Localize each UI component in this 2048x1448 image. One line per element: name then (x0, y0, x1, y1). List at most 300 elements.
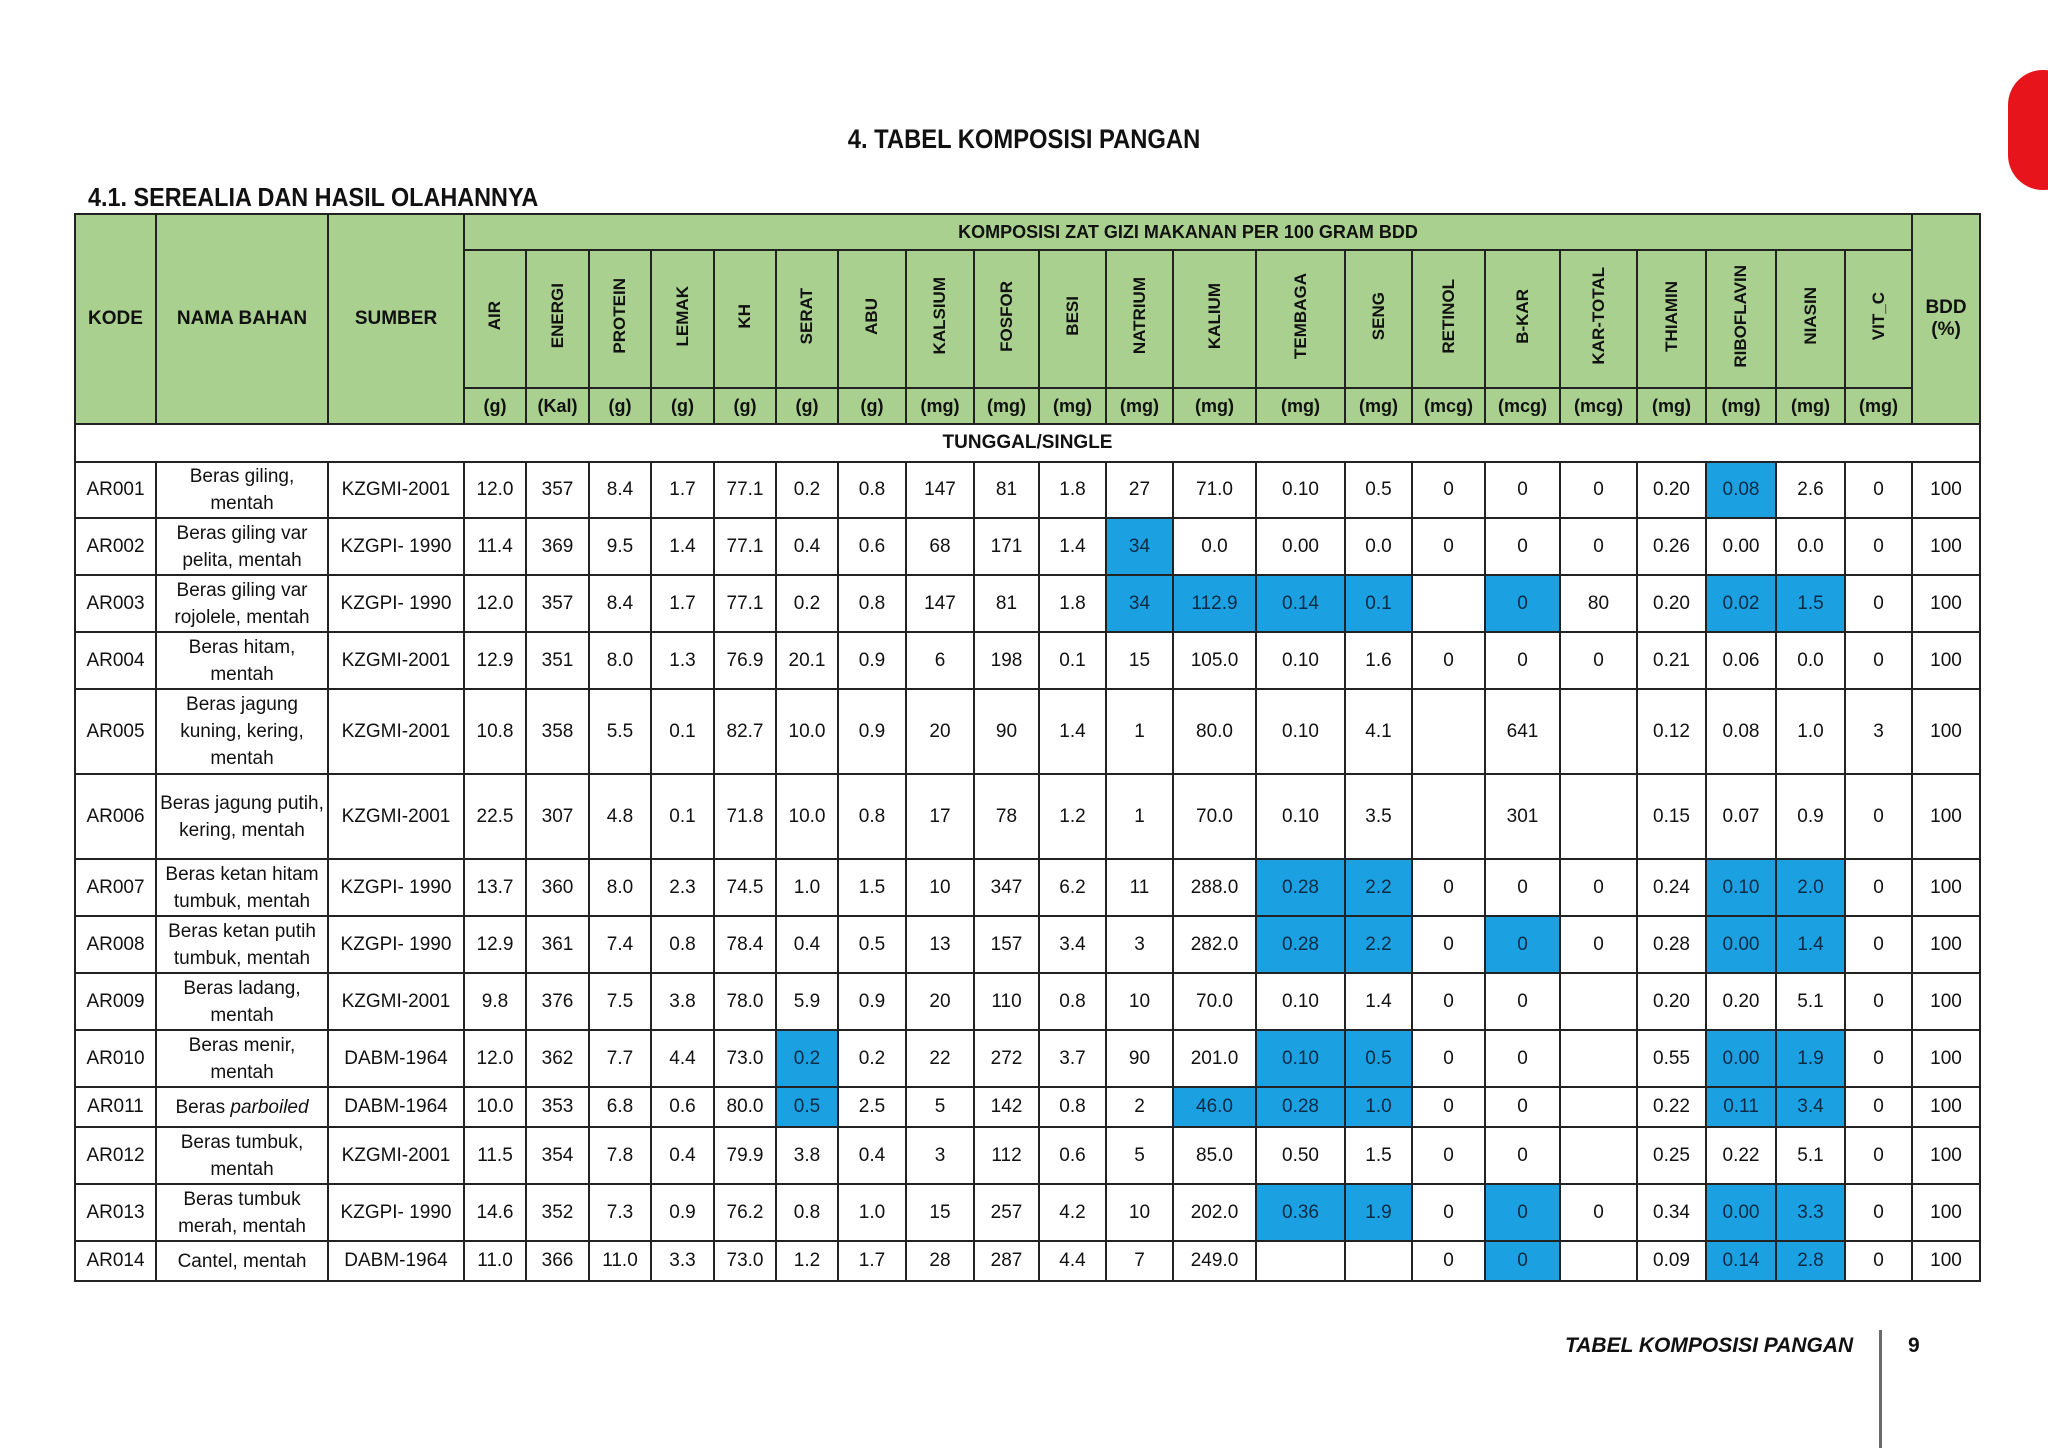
header-unit: (mg) (906, 388, 974, 424)
header-group: KOMPOSISI ZAT GIZI MAKANAN PER 100 GRAM BDD (464, 214, 1912, 250)
cell-tembaga: 0.50 (1256, 1127, 1345, 1184)
nutrient-label: PROTEIN (610, 278, 629, 354)
cell-air: 10.8 (464, 689, 526, 774)
cell-kode: AR009 (75, 973, 156, 1030)
cell-tembaga: 0.00 (1256, 518, 1345, 575)
cell-tembaga: 0.10 (1256, 973, 1345, 1030)
cell-lemak: 0.1 (651, 689, 714, 774)
header-unit: (mg) (1173, 388, 1256, 424)
cell-tembaga: 0.14 (1256, 575, 1345, 632)
cell-tembaga: 0.10 (1256, 462, 1345, 518)
cell-b-kar: 0 (1485, 1241, 1560, 1281)
cell-b-kar: 301 (1485, 774, 1560, 859)
cell-thiamin: 0.20 (1637, 575, 1706, 632)
nutrient-label: VIT_C (1868, 291, 1888, 341)
cell-retinol: 0 (1412, 1127, 1485, 1184)
cell-fosfor: 272 (974, 1030, 1039, 1087)
cell-kalsium: 68 (906, 518, 974, 575)
header-nutrient-vit-c (1845, 250, 1912, 388)
header-unit: (mcg) (1412, 388, 1485, 424)
cell-nama-bahan: Beras giling var pelita, mentah (156, 518, 328, 575)
cell-riboflavin: 0.08 (1706, 689, 1776, 774)
cell-kode: AR006 (75, 774, 156, 859)
cell-kalium: 80.0 (1173, 689, 1256, 774)
cell-energi: 307 (526, 774, 589, 859)
cell-nama-bahan: Beras hitam, mentah (156, 632, 328, 689)
cell-seng: 0.5 (1345, 462, 1412, 518)
cell-kalium: 202.0 (1173, 1184, 1256, 1241)
cell-abu: 1.5 (838, 859, 906, 916)
cell-sumber: KZGPI- 1990 (328, 1184, 464, 1241)
cell-besi: 3.4 (1039, 916, 1106, 973)
cell-bdd: 100 (1912, 462, 1980, 518)
cell-serat: 10.0 (776, 774, 838, 859)
cell-niasin: 1.4 (1776, 916, 1845, 973)
cell-protein: 5.5 (589, 689, 651, 774)
cell-kode: AR012 (75, 1127, 156, 1184)
cell-fosfor: 257 (974, 1184, 1039, 1241)
header-unit: (g) (838, 388, 906, 424)
cell-thiamin: 0.20 (1637, 462, 1706, 518)
header-unit: (mg) (1256, 388, 1345, 424)
cell-nama-bahan (156, 1087, 328, 1127)
cell-kh: 73.0 (714, 1241, 776, 1281)
cell-sumber: KZGMI-2001 (328, 973, 464, 1030)
cell-bdd: 100 (1912, 1127, 1980, 1184)
cell-seng: 1.4 (1345, 973, 1412, 1030)
cell-kalium: 46.0 (1173, 1087, 1256, 1127)
cell-kode: AR013 (75, 1184, 156, 1241)
cell-riboflavin: 0.20 (1706, 973, 1776, 1030)
cell-kar-total: 0 (1560, 632, 1637, 689)
cell-kalsium: 17 (906, 774, 974, 859)
cell-protein: 8.4 (589, 575, 651, 632)
cell-air: 14.6 (464, 1184, 526, 1241)
cell-vit-c: 0 (1845, 462, 1912, 518)
footer-title: TABEL KOMPOSISI PANGAN (1565, 1334, 1854, 1357)
cell-lemak: 0.8 (651, 916, 714, 973)
cell-b-kar: 0 (1485, 859, 1560, 916)
table-row (75, 973, 1980, 1030)
cell-niasin: 1.5 (1776, 575, 1845, 632)
cell-vit-c: 0 (1845, 1241, 1912, 1281)
cell-lemak: 4.4 (651, 1030, 714, 1087)
header-nutrient-energi (526, 250, 589, 388)
cell-retinol (1412, 689, 1485, 774)
header-nutrient-kalium (1173, 250, 1256, 388)
cell-vit-c: 0 (1845, 859, 1912, 916)
cell-air: 10.0 (464, 1087, 526, 1127)
cell-fosfor: 157 (974, 916, 1039, 973)
cell-kh: 76.9 (714, 632, 776, 689)
header-nutrient-retinol (1412, 250, 1485, 388)
cell-b-kar: 0 (1485, 1184, 1560, 1241)
header-unit: (mg) (1845, 388, 1912, 424)
cell-vit-c: 0 (1845, 973, 1912, 1030)
cell-sumber: KZGMI-2001 (328, 462, 464, 518)
header-unit: (mg) (974, 388, 1039, 424)
cell-nama-bahan: Cantel, mentah (156, 1241, 328, 1281)
cell-natrium: 90 (1106, 1030, 1173, 1087)
cell-lemak: 1.3 (651, 632, 714, 689)
header-unit: (Kal) (526, 388, 589, 424)
cell-sumber: KZGMI-2001 (328, 689, 464, 774)
cell-besi: 0.8 (1039, 1087, 1106, 1127)
cell-thiamin: 0.24 (1637, 859, 1706, 916)
cell-besi: 4.4 (1039, 1241, 1106, 1281)
cell-kalsium: 147 (906, 462, 974, 518)
cell-air: 12.0 (464, 575, 526, 632)
cell-retinol: 0 (1412, 1087, 1485, 1127)
cell-seng: 2.2 (1345, 859, 1412, 916)
header-nutrient-riboflavin (1706, 250, 1776, 388)
cell-sumber: KZGPI- 1990 (328, 859, 464, 916)
header-unit: (g) (589, 388, 651, 424)
table-row (75, 462, 1980, 518)
cell-natrium: 2 (1106, 1087, 1173, 1127)
cell-retinol: 0 (1412, 518, 1485, 575)
cell-retinol: 0 (1412, 859, 1485, 916)
cell-retinol (1412, 774, 1485, 859)
cell-serat: 20.1 (776, 632, 838, 689)
cell-nama-bahan: Beras jagung putih, kering, mentah (156, 774, 328, 859)
cell-seng: 0.5 (1345, 1030, 1412, 1087)
cell-energi: 353 (526, 1087, 589, 1127)
cell-protein: 8.4 (589, 462, 651, 518)
cell-protein: 7.4 (589, 916, 651, 973)
header-unit: (mcg) (1485, 388, 1560, 424)
cell-fosfor: 347 (974, 859, 1039, 916)
header-nutrient-thiamin (1637, 250, 1706, 388)
cell-seng (1345, 1241, 1412, 1281)
cell-tembaga: 0.28 (1256, 859, 1345, 916)
cell-abu: 0.9 (838, 632, 906, 689)
cell-bdd: 100 (1912, 689, 1980, 774)
cell-air: 9.8 (464, 973, 526, 1030)
cell-protein: 7.5 (589, 973, 651, 1030)
header-nutrient-kar-total (1560, 250, 1637, 388)
cell-nama-bahan: Beras ladang, mentah (156, 973, 328, 1030)
cell-energi: 357 (526, 462, 589, 518)
cell-vit-c: 0 (1845, 774, 1912, 859)
cell-thiamin: 0.09 (1637, 1241, 1706, 1281)
cell-energi: 354 (526, 1127, 589, 1184)
cell-thiamin: 0.25 (1637, 1127, 1706, 1184)
header-bdd: BDD (%) (1912, 214, 1980, 424)
cell-niasin: 1.9 (1776, 1030, 1845, 1087)
cell-serat: 0.4 (776, 518, 838, 575)
cell-kode: AR005 (75, 689, 156, 774)
cell-tembaga: 0.36 (1256, 1184, 1345, 1241)
cell-energi: 376 (526, 973, 589, 1030)
cell-kar-total: 0 (1560, 518, 1637, 575)
cell-b-kar: 0 (1485, 462, 1560, 518)
cell-kalsium: 3 (906, 1127, 974, 1184)
table-row (75, 632, 1980, 689)
cell-tembaga: 0.10 (1256, 689, 1345, 774)
cell-seng: 1.9 (1345, 1184, 1412, 1241)
cell-vit-c: 0 (1845, 916, 1912, 973)
cell-natrium: 7 (1106, 1241, 1173, 1281)
cell-besi: 1.8 (1039, 575, 1106, 632)
cell-kar-total: 0 (1560, 462, 1637, 518)
cell-serat: 0.2 (776, 575, 838, 632)
cell-fosfor: 81 (974, 462, 1039, 518)
cell-vit-c: 0 (1845, 632, 1912, 689)
cell-kode: AR002 (75, 518, 156, 575)
table-row (75, 518, 1980, 575)
cell-lemak: 1.7 (651, 575, 714, 632)
cell-retinol: 0 (1412, 462, 1485, 518)
cell-sumber: KZGPI- 1990 (328, 518, 464, 575)
cell-b-kar: 0 (1485, 1087, 1560, 1127)
cell-bdd: 100 (1912, 1184, 1980, 1241)
cell-riboflavin: 0.02 (1706, 575, 1776, 632)
cell-natrium: 34 (1106, 518, 1173, 575)
cell-niasin: 0.9 (1776, 774, 1845, 859)
cell-kode: AR014 (75, 1241, 156, 1281)
cell-kode: AR007 (75, 859, 156, 916)
nutrient-label: TEMBAGA (1290, 273, 1310, 359)
cell-seng: 0.0 (1345, 518, 1412, 575)
header-nutrient-abu (838, 250, 906, 388)
page-number: 9 (1908, 1334, 1920, 1357)
cell-lemak: 0.1 (651, 774, 714, 859)
cell-energi: 352 (526, 1184, 589, 1241)
header-unit: (mcg) (1560, 388, 1637, 424)
cell-kalsium: 28 (906, 1241, 974, 1281)
cell-sumber: DABM-1964 (328, 1087, 464, 1127)
cell-protein: 7.8 (589, 1127, 651, 1184)
cell-riboflavin: 0.07 (1706, 774, 1776, 859)
cell-kalium: 105.0 (1173, 632, 1256, 689)
cell-seng: 1.6 (1345, 632, 1412, 689)
cell-retinol: 0 (1412, 1241, 1485, 1281)
nutrient-label: AIR (485, 301, 504, 331)
cell-thiamin: 0.28 (1637, 916, 1706, 973)
cell-abu: 0.4 (838, 1127, 906, 1184)
cell-lemak: 3.8 (651, 973, 714, 1030)
header-nutrient-natrium (1106, 250, 1173, 388)
header-nutrient-lemak (651, 250, 714, 388)
cell-riboflavin: 0.00 (1706, 1030, 1776, 1087)
cell-bdd: 100 (1912, 973, 1980, 1030)
cell-kalsium: 10 (906, 859, 974, 916)
cell-b-kar: 0 (1485, 518, 1560, 575)
table-row (75, 689, 1980, 774)
table-row (75, 774, 1980, 859)
cell-riboflavin: 0.22 (1706, 1127, 1776, 1184)
cell-niasin: 1.0 (1776, 689, 1845, 774)
header-unit: (g) (776, 388, 838, 424)
cell-kar-total: 80 (1560, 575, 1637, 632)
cell-air: 11.5 (464, 1127, 526, 1184)
cell-seng: 0.1 (1345, 575, 1412, 632)
cell-serat: 0.4 (776, 916, 838, 973)
cell-natrium: 1 (1106, 689, 1173, 774)
cell-kode: AR010 (75, 1030, 156, 1087)
cell-fosfor: 171 (974, 518, 1039, 575)
cell-riboflavin: 0.00 (1706, 1184, 1776, 1241)
cell-niasin: 3.4 (1776, 1087, 1845, 1127)
cell-riboflavin: 0.14 (1706, 1241, 1776, 1281)
nutrient-label: KALSIUM (930, 277, 949, 355)
cell-kalsium: 15 (906, 1184, 974, 1241)
cell-kalium: 112.9 (1173, 575, 1256, 632)
cell-retinol: 0 (1412, 973, 1485, 1030)
cell-b-kar: 0 (1485, 575, 1560, 632)
header-unit: (mg) (1637, 388, 1706, 424)
cell-besi: 0.1 (1039, 632, 1106, 689)
cell-riboflavin: 0.00 (1706, 518, 1776, 575)
cell-seng: 1.0 (1345, 1087, 1412, 1127)
cell-kalsium: 6 (906, 632, 974, 689)
header-nutrient-kalsium (906, 250, 974, 388)
cell-besi: 4.2 (1039, 1184, 1106, 1241)
cell-b-kar: 0 (1485, 1030, 1560, 1087)
cell-thiamin: 0.26 (1637, 518, 1706, 575)
table-row (75, 575, 1980, 632)
nutrient-label: KALIUM (1204, 282, 1224, 350)
cell-protein: 6.8 (589, 1087, 651, 1127)
cell-vit-c: 3 (1845, 689, 1912, 774)
footer-divider (1879, 1330, 1882, 1448)
cell-kalsium: 5 (906, 1087, 974, 1127)
cell-besi: 1.4 (1039, 518, 1106, 575)
cell-b-kar: 0 (1485, 973, 1560, 1030)
cell-thiamin: 0.20 (1637, 973, 1706, 1030)
category-row: TUNGGAL/SINGLE (75, 424, 1980, 462)
table-row (75, 1087, 1980, 1127)
cell-lemak: 1.7 (651, 462, 714, 518)
nutrient-label: NATRIUM (1129, 277, 1149, 355)
cell-natrium: 10 (1106, 973, 1173, 1030)
cell-niasin: 2.6 (1776, 462, 1845, 518)
cell-kalium: 282.0 (1173, 916, 1256, 973)
cell-abu: 1.0 (838, 1184, 906, 1241)
cell-kh: 78.0 (714, 973, 776, 1030)
cell-fosfor: 110 (974, 973, 1039, 1030)
cell-thiamin: 0.55 (1637, 1030, 1706, 1087)
table-row (75, 1184, 1980, 1241)
cell-air: 11.4 (464, 518, 526, 575)
header-kode: KODE (75, 214, 156, 424)
cell-vit-c: 0 (1845, 1087, 1912, 1127)
page-title: 4. TABEL KOMPOSISI PANGAN (847, 124, 1201, 154)
cell-tembaga: 0.10 (1256, 1030, 1345, 1087)
cell-natrium: 34 (1106, 575, 1173, 632)
cell-bdd: 100 (1912, 1241, 1980, 1281)
cell-kar-total: 0 (1560, 1184, 1637, 1241)
cell-natrium: 11 (1106, 859, 1173, 916)
cell-abu: 0.8 (838, 774, 906, 859)
cell-besi: 1.8 (1039, 462, 1106, 518)
cell-nama-bahan: Beras ketan putih tumbuk, mentah (156, 916, 328, 973)
cell-air: 12.9 (464, 916, 526, 973)
header-unit: (mg) (1106, 388, 1173, 424)
header-unit: (g) (464, 388, 526, 424)
nutrient-label: THIAMIN (1661, 280, 1681, 352)
cell-vit-c: 0 (1845, 518, 1912, 575)
cell-sumber: KZGPI- 1990 (328, 575, 464, 632)
cell-kalium: 71.0 (1173, 462, 1256, 518)
cell-serat: 0.5 (776, 1087, 838, 1127)
cell-bdd: 100 (1912, 575, 1980, 632)
cell-retinol (1412, 575, 1485, 632)
cell-seng: 4.1 (1345, 689, 1412, 774)
cell-kar-total (1560, 1030, 1637, 1087)
nutrient-label: ENERGI (547, 283, 567, 349)
cell-protein: 8.0 (589, 859, 651, 916)
cell-bdd: 100 (1912, 518, 1980, 575)
cell-kar-total (1560, 1241, 1637, 1281)
cell-protein: 9.5 (589, 518, 651, 575)
cell-kalium: 0.0 (1173, 518, 1256, 575)
cell-sumber: DABM-1964 (328, 1241, 464, 1281)
cell-vit-c: 0 (1845, 1184, 1912, 1241)
cell-natrium: 5 (1106, 1127, 1173, 1184)
cell-fosfor: 287 (974, 1241, 1039, 1281)
header-unit: (mg) (1039, 388, 1106, 424)
cell-abu: 0.2 (838, 1030, 906, 1087)
cell-kalium: 201.0 (1173, 1030, 1256, 1087)
cell-kh: 76.2 (714, 1184, 776, 1241)
cell-b-kar: 641 (1485, 689, 1560, 774)
nutrient-label: SERAT (797, 287, 816, 345)
cell-bdd: 100 (1912, 1030, 1980, 1087)
header-unit: (mg) (1345, 388, 1412, 424)
cell-kalium: 70.0 (1173, 774, 1256, 859)
cell-natrium: 10 (1106, 1184, 1173, 1241)
cell-sumber: KZGMI-2001 (328, 774, 464, 859)
cell-riboflavin: 0.08 (1706, 462, 1776, 518)
cell-kar-total: 0 (1560, 916, 1637, 973)
cell-nama-bahan: Beras menir, mentah (156, 1030, 328, 1087)
cell-kar-total: 0 (1560, 859, 1637, 916)
cell-besi: 3.7 (1039, 1030, 1106, 1087)
header-unit: (mg) (1776, 388, 1845, 424)
cell-niasin: 3.3 (1776, 1184, 1845, 1241)
cell-air: 12.9 (464, 632, 526, 689)
cell-bdd: 100 (1912, 1087, 1980, 1127)
table-row (75, 1127, 1980, 1184)
cell-serat: 5.9 (776, 973, 838, 1030)
cell-protein: 7.7 (589, 1030, 651, 1087)
cell-air: 12.0 (464, 1030, 526, 1087)
cell-air: 12.0 (464, 462, 526, 518)
cell-thiamin: 0.12 (1637, 689, 1706, 774)
cell-thiamin: 0.22 (1637, 1087, 1706, 1127)
cell-kalium: 288.0 (1173, 859, 1256, 916)
cell-tembaga (1256, 1241, 1345, 1281)
cell-vit-c: 0 (1845, 1127, 1912, 1184)
cell-seng: 1.5 (1345, 1127, 1412, 1184)
header-sumber: SUMBER (328, 214, 464, 424)
cell-besi: 0.6 (1039, 1127, 1106, 1184)
cell-kh: 80.0 (714, 1087, 776, 1127)
cell-abu: 1.7 (838, 1241, 906, 1281)
cell-energi: 360 (526, 859, 589, 916)
cell-kalium: 249.0 (1173, 1241, 1256, 1281)
nutrient-label: BESI (1062, 296, 1082, 336)
cell-protein: 8.0 (589, 632, 651, 689)
nutrient-label: RETINOL (1438, 278, 1458, 354)
cell-retinol: 0 (1412, 1184, 1485, 1241)
cell-kh: 77.1 (714, 575, 776, 632)
nutrient-label: SENG (1368, 291, 1388, 341)
cell-serat: 3.8 (776, 1127, 838, 1184)
nutrient-label: LEMAK (672, 285, 692, 347)
